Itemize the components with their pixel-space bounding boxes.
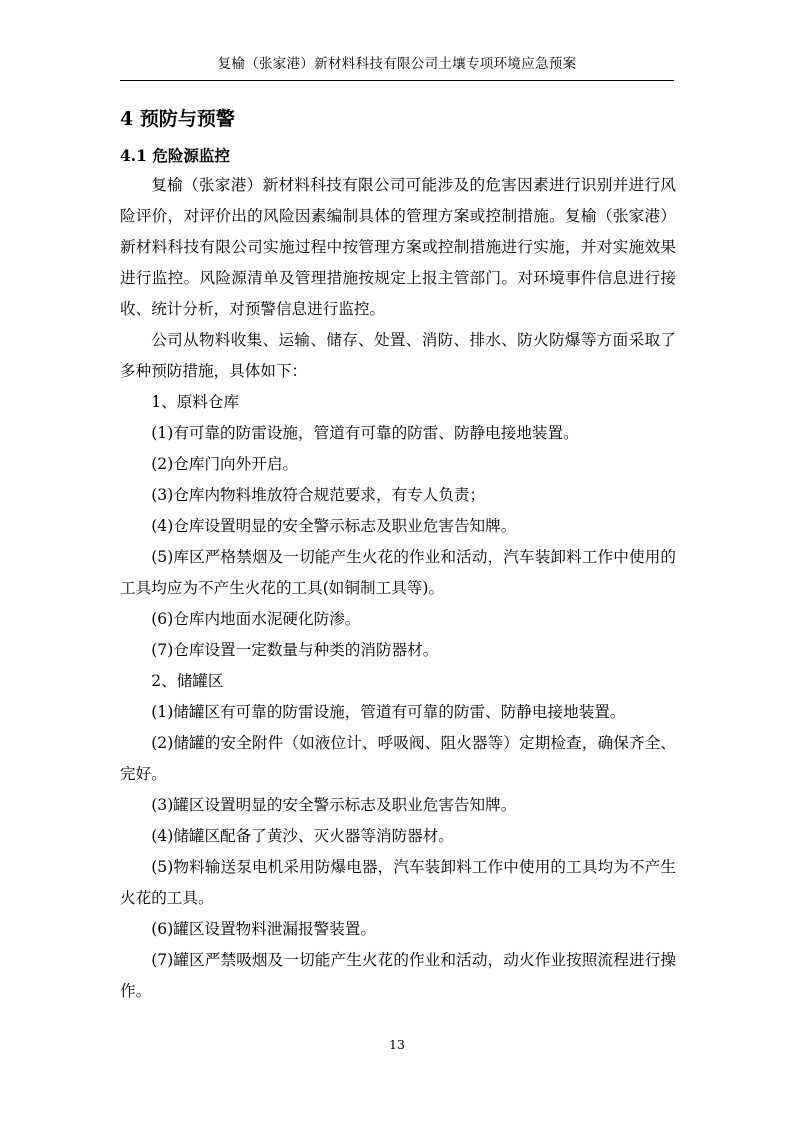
list-item: (7)仓库设置一定数量与种类的消防器材。	[151, 641, 439, 659]
list-item: (4)储罐区配备了黄沙、灭火器等消防器材。	[151, 827, 454, 845]
section-heading: 4 预防与预警	[120, 108, 235, 130]
list-item: (2)仓库门向外开启。	[151, 455, 299, 473]
header-divider	[120, 80, 674, 81]
list-heading: 1、原料仓库	[151, 393, 240, 411]
list-item: (4)仓库设置明显的安全警示标志及职业危害告知牌。	[151, 517, 517, 535]
list-item: (5)库区严格禁烟及一切能产生火花的作业和活动，汽车装卸料工作中使用的工具均应为不产生火花的工具(如铜制工具等)。	[120, 548, 676, 597]
subsection-heading: 4.1 危险源监控	[120, 146, 230, 165]
paragraph: 复榆（张家港）新材料科技有限公司可能涉及的危害因素进行识别并进行风险评价，对评价出的风险因素编制具体的管理方案或控制措施。复榆（张家港）新材料科技有限公司实施过程中按管理方案或控制措施进行实施，并对实施效果进行监控。风险源清单及管理措施按规定上报主管部门。对环境事件信息进行接收、统计分析，对预警信息进行监控。	[120, 176, 676, 318]
list-item: (6)仓库内地面水泥硬化防渗。	[151, 610, 361, 628]
list-heading: 2、储罐区	[151, 672, 224, 690]
list-item: (3)仓库内物料堆放符合规范要求，有专人负责；	[151, 486, 486, 504]
list-item: (1)有可靠的防雷设施，管道有可靠的防雷、防静电接地装置。	[151, 424, 579, 442]
paragraph: 公司从物料收集、运输、储存、处置、消防、排水、防火防爆等方面采取了多种预防措施，具体如下：	[120, 331, 676, 380]
list-item: (3)罐区设置明显的安全警示标志及职业危害告知牌。	[151, 796, 517, 814]
page-number: 13	[389, 1037, 405, 1052]
page-header: 复榆（张家港）新材料科技有限公司土壤专项环境应急预案	[217, 56, 577, 72]
list-item: (2)储罐的安全附件（如液位计、呼吸阀、阻火器等）定期检查，确保齐全、完好。	[120, 734, 676, 783]
list-item: (5)物料输送泵电机采用防爆电器，汽车装卸料工作中使用的工具均为不产生火花的工具。	[120, 858, 676, 907]
list-item: (6)罐区设置物料泄漏报警装置。	[151, 920, 376, 938]
body-text	[120, 170, 676, 1007]
list-item: (7)罐区严禁吸烟及一切能产生火花的作业和活动，动火作业按照流程进行操作。	[120, 951, 676, 1000]
list-item: (1)储罐区有可靠的防雷设施，管道有可靠的防雷、防静电接地装置。	[151, 703, 626, 721]
